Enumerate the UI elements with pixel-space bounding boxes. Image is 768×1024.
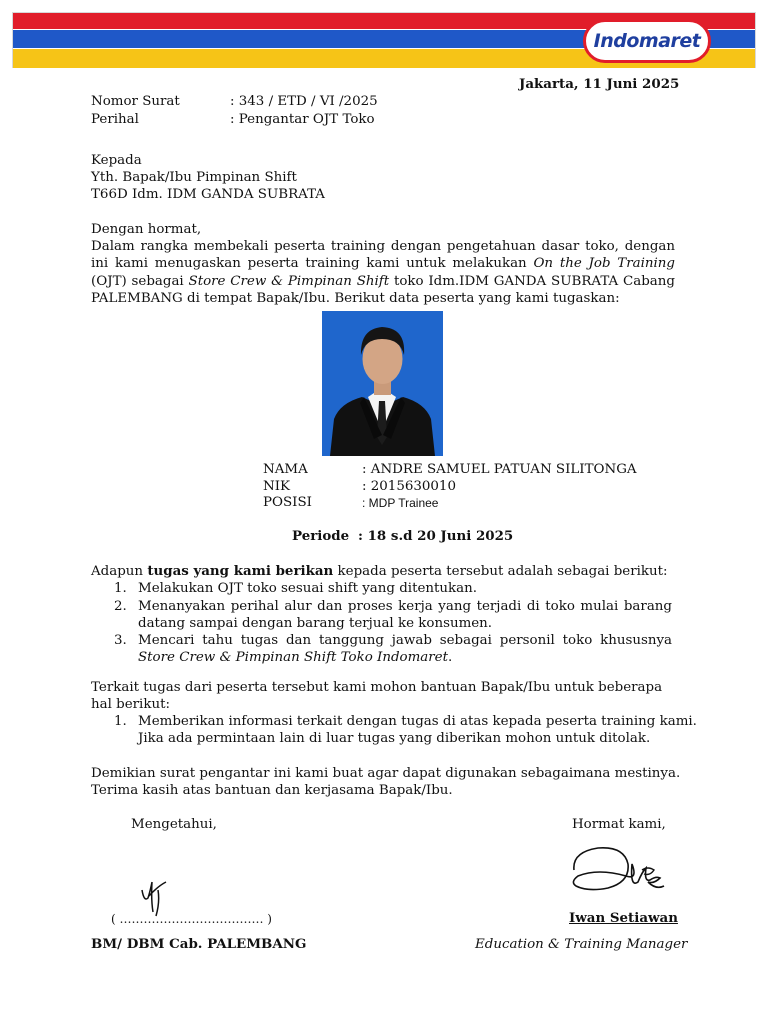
- nomor-value: : 343 / ETD / VI /2025: [230, 94, 378, 109]
- intro-text-3: toko Idm.IDM GANDA SUBRATA Cabang PALEMBANG di tempat Bapak/Ibu. Berikut data peserta yang kami tugaskan:: [91, 273, 675, 307]
- intro-italic-1: On the Job Training: [533, 256, 675, 272]
- intro-text-1: Dalam rangka membekali peserta training dengan pengetahuan dasar toko, dengan ini kami menugaskan peserta training kami untuk melakukan: [91, 239, 675, 272]
- closing-line1: Demikian surat pengantar ini kami buat agar dapat digunakan sebagaimana mestinya.: [91, 766, 681, 781]
- nama-label: NAMA: [263, 462, 308, 477]
- indomaret-logo: [583, 19, 711, 63]
- intro-text-2: (OJT) sebagai: [91, 273, 189, 289]
- task-number: 3.: [114, 633, 127, 648]
- recipient-line1: Kepada: [91, 153, 142, 168]
- posisi-label: POSISI: [263, 495, 312, 510]
- date-place: Jakarta, 11 Juni 2025: [519, 76, 680, 92]
- nik-value: : 2015630010: [362, 479, 456, 494]
- request-line1: Memberikan informasi terkait dengan tugas di atas kepada peserta training kami.: [138, 714, 697, 729]
- tasks-intro-pre: Adapun: [91, 564, 148, 579]
- perihal-label: Perihal: [91, 112, 139, 127]
- nomor-label: Nomor Surat: [91, 94, 180, 109]
- perihal-value: : Pengantar OJT Toko: [230, 112, 375, 127]
- nik-label: NIK: [263, 479, 291, 494]
- greeting: Dengan hormat,: [91, 222, 202, 237]
- task-text: [138, 632, 672, 667]
- nama-value: : ANDRE SAMUEL PATUAN SILITONGA: [362, 462, 637, 477]
- intro-paragraph: [91, 238, 675, 308]
- logo-text: Indomaret: [593, 30, 701, 52]
- sign-left-title: BM/ DBM Cab. PALEMBANG: [91, 936, 307, 952]
- trainee-photo: [322, 311, 443, 456]
- sign-right-label: Hormat kami,: [572, 817, 666, 832]
- request-number: 1.: [114, 714, 127, 729]
- right-signature-icon: [568, 842, 668, 902]
- sign-right-title: Education & Training Manager: [475, 937, 688, 952]
- sign-left-blank: ( ……………………………… ): [111, 912, 272, 926]
- closing-line2: Terima kasih atas bantuan dan kerjasama Bapak/Ibu.: [91, 783, 453, 798]
- tasks-intro-post: kepada peserta tersebut adalah sebagai berikut:: [333, 564, 668, 579]
- tasks-intro: [91, 563, 668, 580]
- tasks-intro-bold: tugas yang kami berikan: [147, 563, 334, 579]
- person-silhouette-icon: [322, 311, 443, 456]
- sign-left-label: Mengetahui,: [131, 817, 217, 832]
- sign-right-name: Iwan Setiawan: [569, 910, 678, 926]
- task-text: Menanyakan perihal alur dan proses kerja yang terjadi di toko mulai barang datang sampai dengan barang terjual ke konsumen.: [138, 599, 672, 632]
- intro-italic-2: Store Crew & Pimpinan Shift: [188, 273, 390, 289]
- task-text-italic: Store Crew & Pimpinan Shift Toko Indomaret: [138, 650, 448, 666]
- task-number: 1.: [114, 581, 127, 596]
- request-line2: Jika ada permintaan lain di luar tugas yang diberikan mohon untuk ditolak.: [138, 731, 651, 746]
- periode-label: Periode: [292, 528, 350, 544]
- recipient-line3: T66D Idm. IDM GANDA SUBRATA: [91, 187, 325, 202]
- task-text: Melakukan OJT toko sesuai shift yang ditentukan.: [138, 581, 477, 596]
- periode-value: : 18 s.d 20 Juni 2025: [358, 528, 514, 544]
- posisi-value: : MDP Trainee: [362, 496, 439, 510]
- task-text-main: Mencari tahu tugas dan tanggung jawab sebagai personil toko khususnya: [138, 633, 672, 648]
- task-text-tail: .: [448, 650, 453, 666]
- request-intro: Terkait tugas dari peserta tersebut kami mohon bantuan Bapak/Ibu untuk beberapa hal berikut:: [91, 680, 663, 713]
- recipient-line2: Yth. Bapak/Ibu Pimpinan Shift: [91, 170, 297, 185]
- task-number: 2.: [114, 599, 127, 614]
- letterhead-banner: [12, 12, 756, 68]
